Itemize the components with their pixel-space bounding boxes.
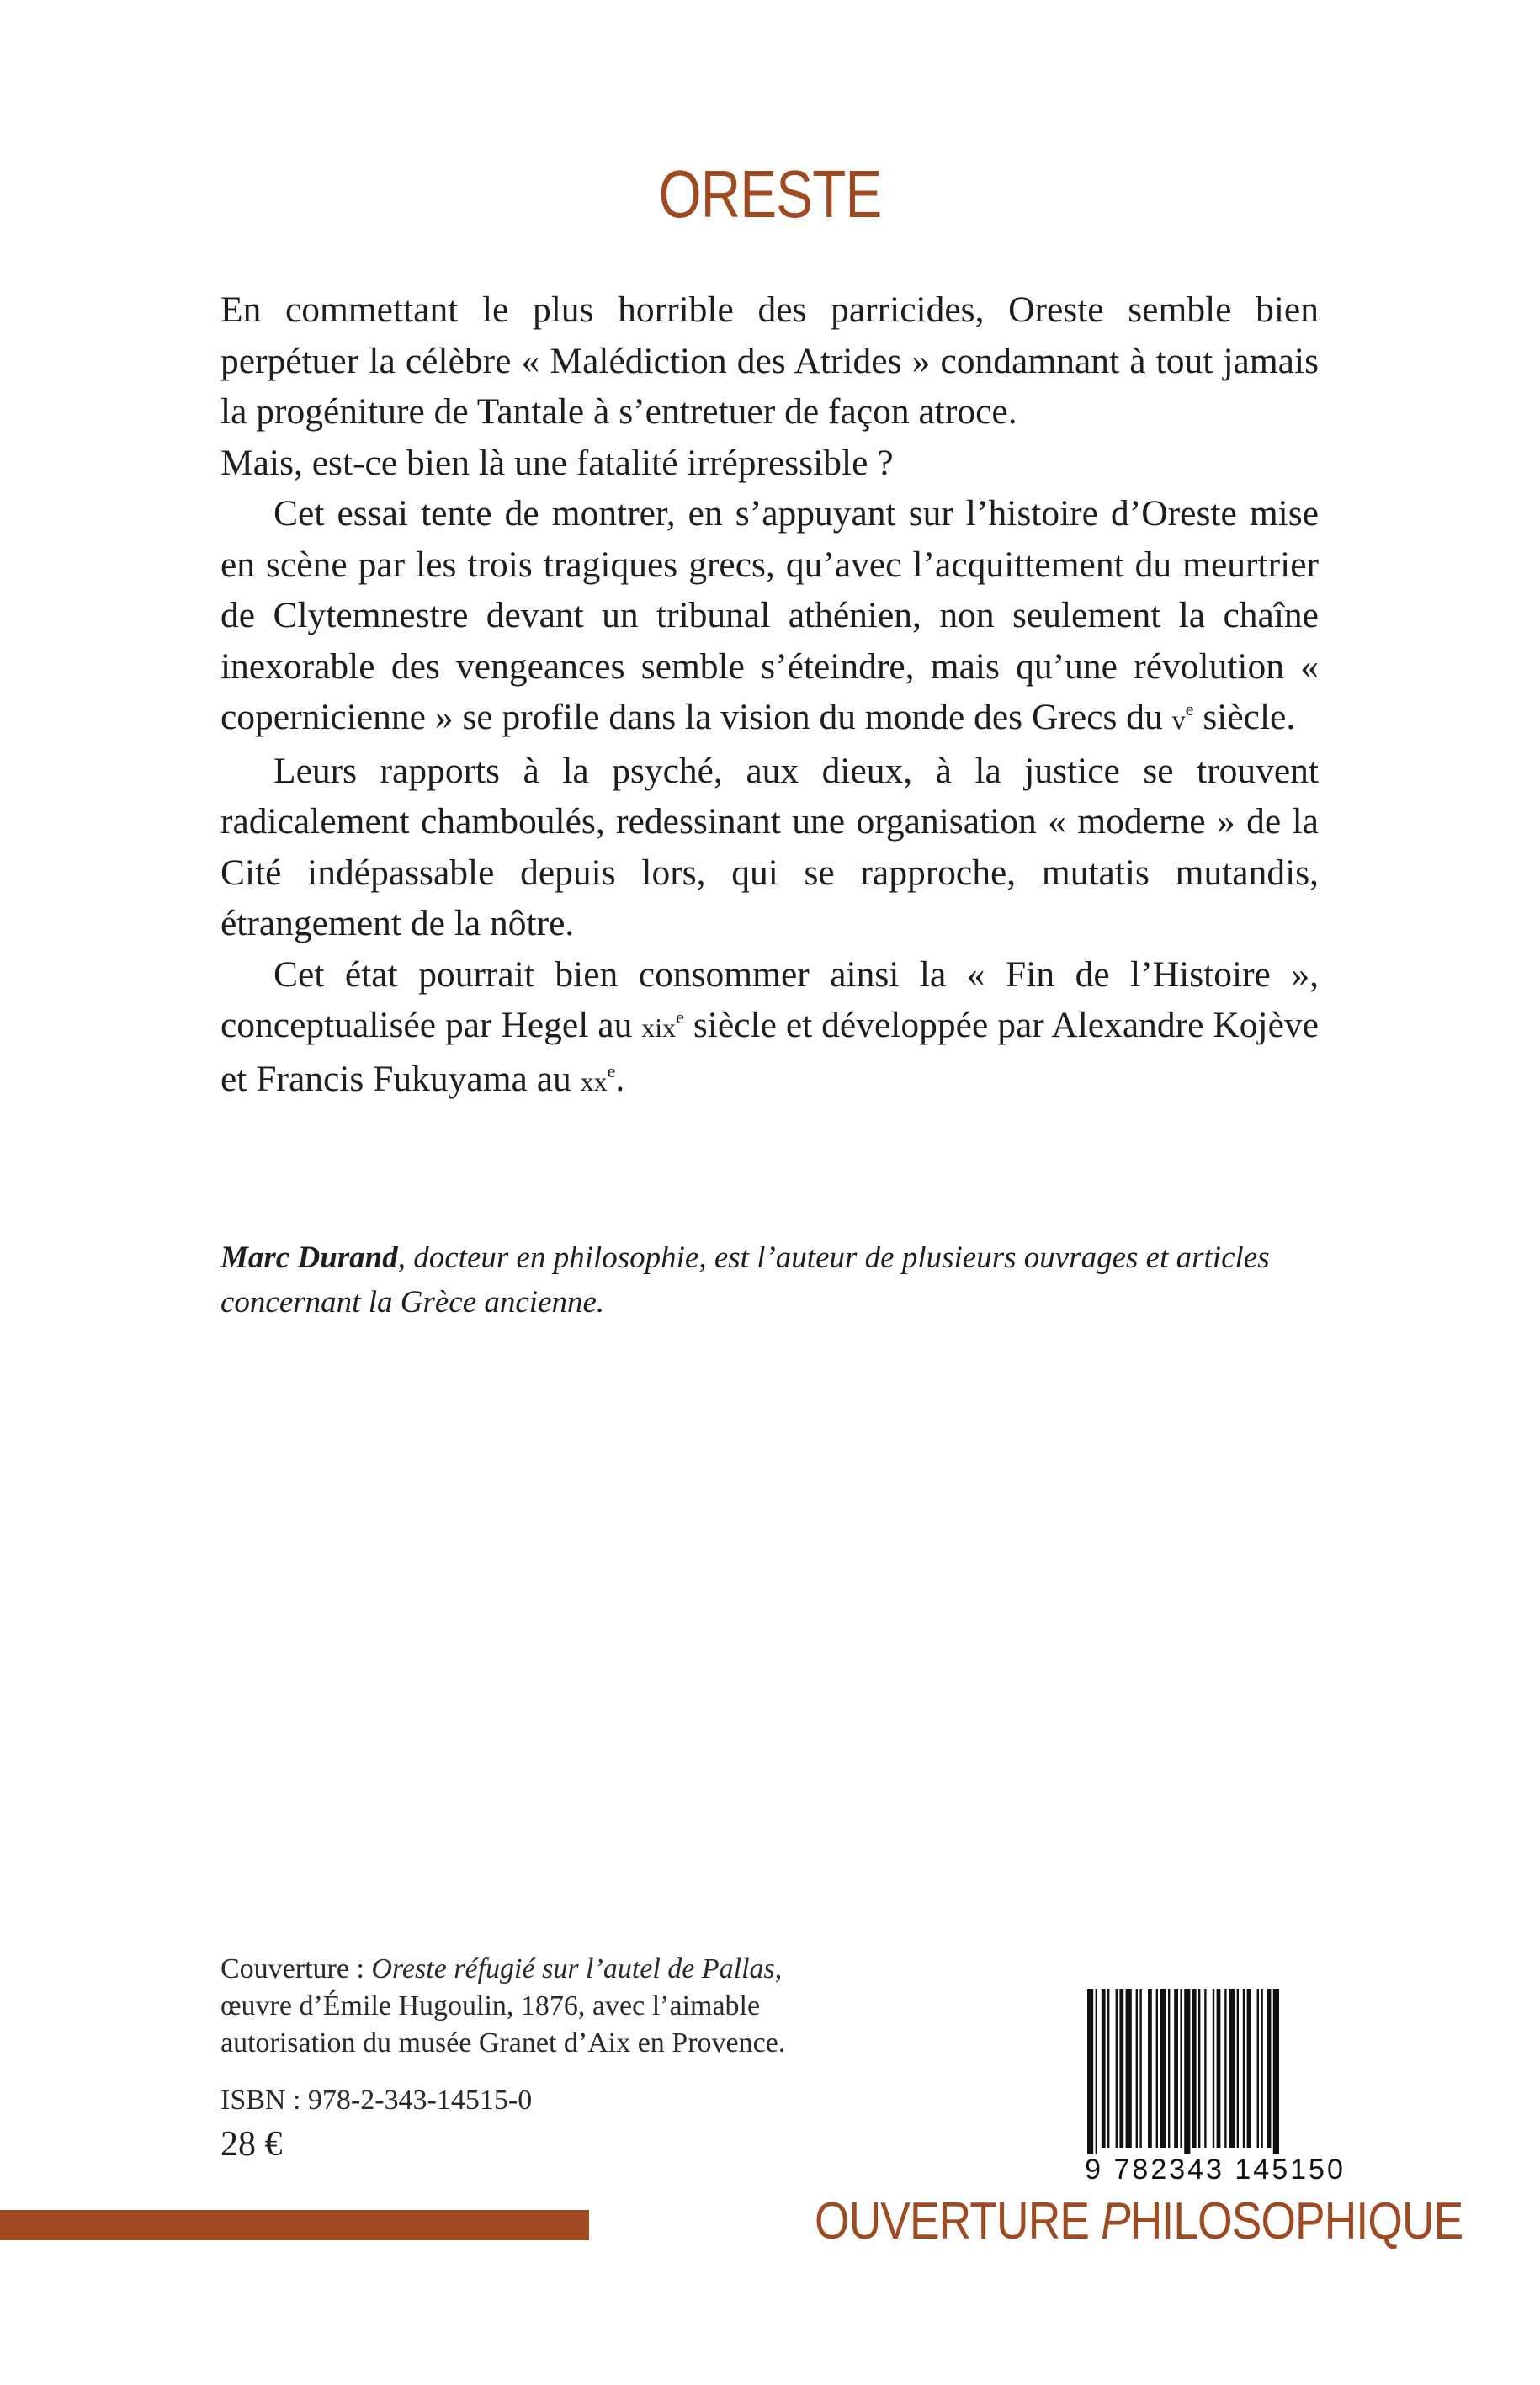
barcode-bar xyxy=(1237,1989,1239,2148)
collection-name-first: OUVERTURE xyxy=(815,2192,1102,2250)
barcode-bar xyxy=(1213,1989,1214,2148)
century-v-suffix: e xyxy=(1185,699,1194,720)
barcode-bar xyxy=(1102,1989,1106,2148)
barcode-bar xyxy=(1174,1989,1178,2148)
barcode-bar xyxy=(1116,1989,1118,2148)
barcode-bar xyxy=(1107,1989,1109,2148)
author-note xyxy=(220,1235,1319,1325)
barcode-bar xyxy=(1267,1989,1272,2148)
blurb-paragraph-3-end: siècle. xyxy=(1193,697,1296,737)
blurb-paragraph-3 xyxy=(220,488,1319,746)
barcode-bar xyxy=(1096,1989,1097,2154)
century-xx-suffix: e xyxy=(607,1060,616,1081)
barcode-bars-icon xyxy=(1084,1989,1346,2154)
collection-accent-bar xyxy=(0,2210,589,2240)
barcode-digits: 9 782343 145150 xyxy=(1085,2154,1346,2186)
credits-details: , œuvre d’Émile Hugoulin, 1876, avec l’aimable autorisation du musée Granet d’Aix en Provence. xyxy=(220,1953,786,2058)
barcode-bar xyxy=(1224,1989,1226,2148)
back-cover-blurb xyxy=(220,284,1319,1107)
book-title: ORESTE xyxy=(658,157,882,231)
barcode-bar xyxy=(1243,1989,1245,2148)
barcode-bar xyxy=(1192,1989,1197,2148)
author-bio: , docteur en philosophie, est l’auteur de plusieurs ouvrages et articles concernant la Grèce ancienne. xyxy=(220,1240,1270,1320)
century-xx: xx xyxy=(580,1065,608,1097)
credits-label: Couverture : xyxy=(220,1953,372,1984)
blurb-paragraph-1: En commettant le plus horrible des parricides, Oreste semble bien perpétuer la célèbre « Malédiction des Atrides » condamnant à tout jamais la progéniture de Tantale à s’entretuer de façon atroce. xyxy=(220,289,1319,432)
collection-name-rest: HILOSOPHIQUE xyxy=(1129,2192,1463,2250)
author-name: Marc Durand xyxy=(220,1240,398,1275)
isbn: ISBN : 978-2-343-14515-0 xyxy=(220,2085,533,2116)
barcode-bar xyxy=(1261,1989,1262,2148)
blurb-paragraph-5-a: Cet état pourrait bien consommer ainsi la « Fin de l’Histoire », conceptualisée par Hegel au xyxy=(220,953,1319,1045)
barcode-bar xyxy=(1204,1989,1206,2148)
cover-credits xyxy=(220,1951,860,2062)
barcode-bar xyxy=(1148,1989,1152,2148)
barcode-bar xyxy=(1273,1989,1279,2154)
barcode-bar xyxy=(1139,1989,1141,2148)
blurb-paragraph-2: Mais, est-ce bien là une fatalité irrépressible ? xyxy=(220,442,894,483)
barcode xyxy=(1084,1989,1346,2185)
barcode-bar xyxy=(1217,1989,1221,2148)
blurb-paragraph-5-b: siècle et développée par Alexandre Kojève et Francis Fukuyama au xyxy=(220,1005,1319,1099)
barcode-bar xyxy=(1198,1989,1200,2148)
barcode-bar xyxy=(1126,1989,1132,2148)
barcode-bar xyxy=(1229,1989,1235,2148)
century-xix: xix xyxy=(641,1012,677,1043)
collection-name xyxy=(815,2191,1466,2252)
century-v: v xyxy=(1171,704,1186,735)
blurb-paragraph-4: Leurs rapports à la psyché, aux dieux, à la justice se trouvent radicalement chamboulés, redessinant une organisation « moderne » de la Cité indépassable depuis lors, qui se rapproche, mutatis mutandis, étrangement de la nôtre. xyxy=(220,750,1319,943)
barcode-bar xyxy=(1247,1989,1251,2148)
barcode-bar xyxy=(1136,1989,1138,2148)
barcode-bar xyxy=(1257,1989,1259,2148)
barcode-bar xyxy=(1156,1989,1158,2148)
barcode-bar xyxy=(1180,1989,1182,2148)
price: 28 € xyxy=(220,2125,283,2164)
barcode-bar xyxy=(1160,1989,1166,2148)
blurb-paragraph-3-text: Cet essai tente de montrer, en s’appuyant sur l’histoire d’Oreste mise en scène par les trois tragiques grecs, qu’avec l’acquittement du meurtrier de Clytemnestre devant un tribunal athénien, non seulement la chaîne inexorable des vengeances semble s’éteindre, mais qu’une révolution « copernicienne » se profile dans la vision du monde des Grecs du xyxy=(220,493,1319,737)
barcode-bar xyxy=(1184,1989,1190,2154)
barcode-bar xyxy=(1168,1989,1170,2148)
credits-artwork-title: Oreste réfugié sur l’autel de Pallas xyxy=(371,1953,775,1984)
blurb-paragraph-5 xyxy=(220,949,1319,1108)
barcode-bar xyxy=(1087,1989,1093,2154)
century-xix-suffix: e xyxy=(676,1007,684,1028)
barcode-bar xyxy=(1119,1989,1123,2148)
blurb-paragraph-5-c: . xyxy=(615,1058,625,1099)
collection-name-initial: P xyxy=(1101,2192,1130,2250)
